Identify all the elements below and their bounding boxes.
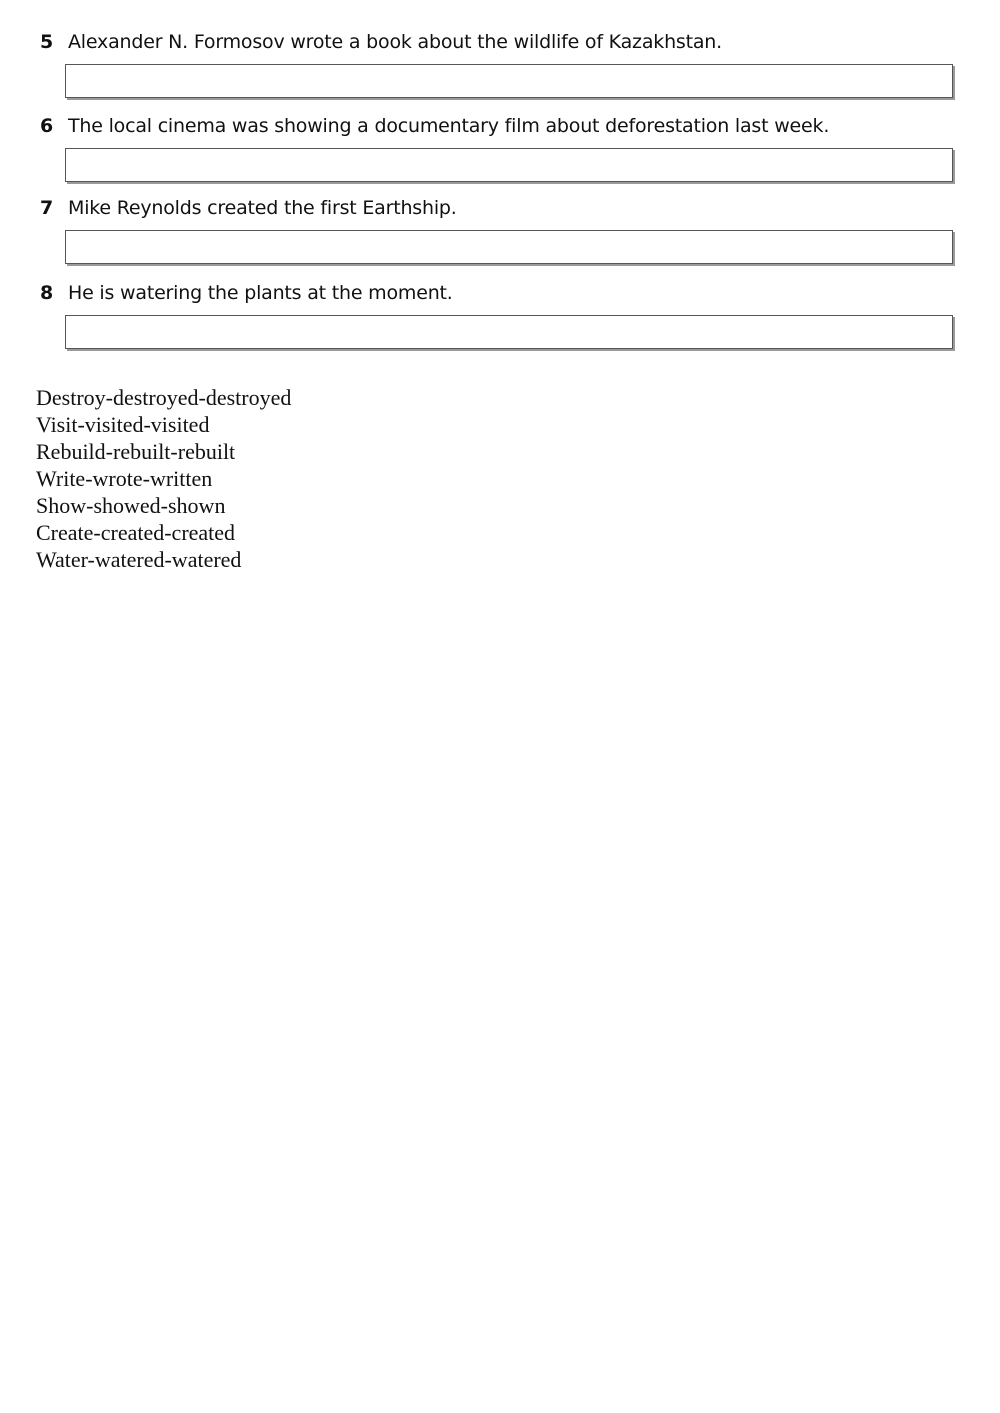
question-number: 7 [40, 197, 54, 219]
verb-form: Write-wrote-written [36, 466, 213, 491]
verb-form: Show-showed-shown [36, 493, 226, 518]
question-text: Alexander N. Formosov wrote a book about the wildlife of Kazakhstan. [68, 31, 722, 53]
verb-form: Visit-visited-visited [36, 412, 210, 437]
answer-field-6[interactable] [65, 148, 953, 182]
answer-field-8[interactable] [65, 315, 953, 349]
question-number: 6 [40, 115, 54, 137]
verb-forms-list [36, 384, 291, 573]
answer-field-7[interactable] [65, 230, 953, 264]
verb-form: Create-created-created [36, 520, 236, 545]
question-number: 8 [40, 282, 54, 304]
question-text: He is watering the plants at the moment. [68, 282, 453, 304]
verb-form: Rebuild-rebuilt-rebuilt [36, 439, 236, 464]
answer-field-5[interactable] [65, 64, 953, 98]
verb-form: Water-watered-watered [36, 547, 242, 572]
question-text: Mike Reynolds created the first Earthship. [68, 197, 457, 219]
verb-form: Destroy-destroyed-destroyed [36, 385, 292, 410]
question-number: 5 [40, 31, 54, 53]
question-text: The local cinema was showing a documentary film about deforestation last week. [68, 115, 830, 137]
